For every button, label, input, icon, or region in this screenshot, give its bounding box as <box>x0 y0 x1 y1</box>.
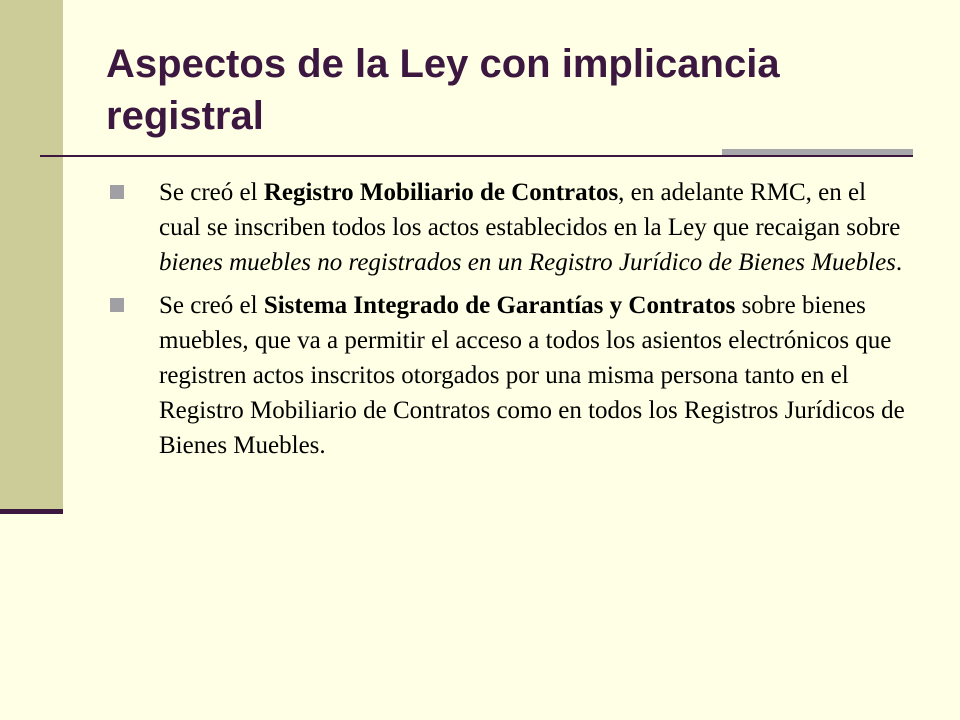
bullet-item-sigc <box>108 288 908 463</box>
bullet-text: . <box>895 249 903 276</box>
bullet-text: , en adelante RMC, en el cual se inscriben todos los actos establecidos en la Ley que recaigan sobre <box>159 179 901 241</box>
bullet-text: sobre bienes muebles, que va a permitir el acceso a todos los asientos electrónicos que registren actos inscritos otorgados por una misma persona tanto en el Registro Mobiliario de Contratos como en todos los Registros Jurídicos de Bienes Muebles. <box>159 292 905 459</box>
bullet-text: Se creó el <box>159 179 264 206</box>
bullet-list <box>108 175 908 471</box>
bullet-italic-term: bienes muebles no registrados en un Registro Jurídico de Bienes Muebles <box>159 249 896 276</box>
bullet-bold-term: Sistema Integrado de Garantías y Contratos <box>263 292 736 319</box>
bullet-text: Se creó el <box>159 292 264 319</box>
slide-title: Aspectos de la Ley con implicancia registral <box>106 42 780 138</box>
sidebar-accent-line <box>0 509 63 514</box>
bullet-bold-term: Registro Mobiliario de Contratos <box>263 179 619 206</box>
bullet-item-rmc <box>108 175 908 280</box>
square-bullet-icon <box>110 185 124 199</box>
title-divider <box>40 155 913 157</box>
sidebar-decoration <box>0 0 63 512</box>
square-bullet-icon <box>110 298 124 312</box>
